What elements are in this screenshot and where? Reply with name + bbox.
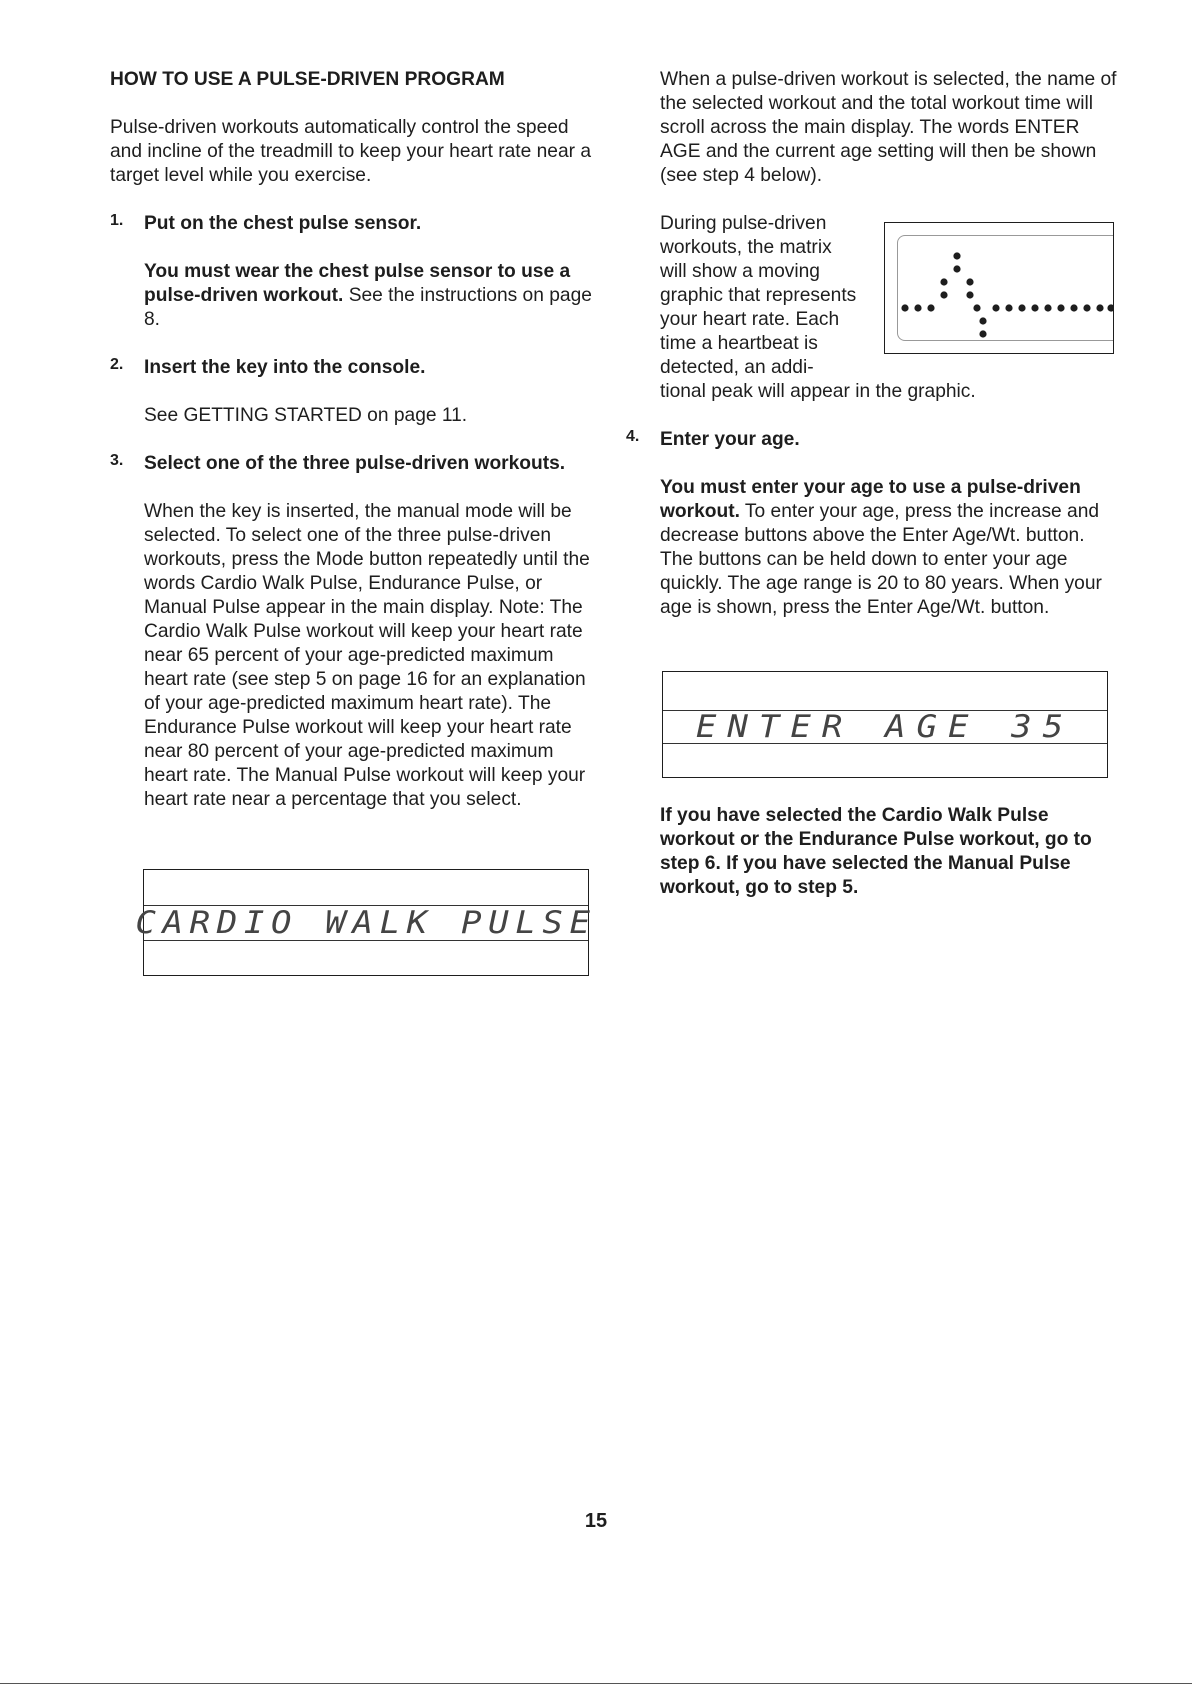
step-title: Select one of the three pulse-driven workouts.	[144, 453, 566, 474]
step-3	[110, 452, 600, 812]
heart-rate-matrix	[884, 222, 1114, 354]
step-body	[660, 476, 1120, 620]
matrix-paragraph: During pulse-driven workouts, the matrix will show a moving graphic that represents your heart rate. Each time a heartbeat is detected, an addi-	[660, 213, 857, 378]
display-text: ENTER AGE 35	[695, 709, 1075, 745]
matrix-paragraph-end: tional peak will appear in the graphic.	[660, 381, 976, 402]
step-1	[110, 212, 600, 332]
step-warning: You must enter your age to use a pulse-driven workout.	[660, 477, 1081, 522]
step-text: See the instructions on page 8.	[144, 285, 592, 330]
step-body	[144, 260, 600, 332]
page-edge-divider	[0, 1683, 1192, 1684]
step-number: 3.	[110, 452, 124, 469]
intro-paragraph: Pulse-driven workouts automatically control the speed and incline of the treadmill to keep your heart rate near a target level while you exercise.	[110, 117, 592, 186]
left-column	[110, 68, 600, 812]
step-title: Put on the chest pulse sensor.	[144, 213, 422, 234]
step-text: To enter your age, press the increase and decrease buttons above the Enter Age/Wt. button. The buttons can be held down to enter your age quickly. The age range is 20 to 80 years. When your age is shown, press the Enter Age/Wt. button.	[660, 501, 1102, 618]
step-number: 4.	[626, 428, 640, 445]
step-4	[626, 428, 1120, 620]
scroll-paragraph: When a pulse-driven workout is selected, the name of the selected workout and the total workout time will scroll across the main display. The words ENTER AGE and the current age setting will then be shown (see step 4 below).	[660, 69, 1117, 186]
display-text: CARDIO WALK PULSE	[135, 905, 597, 941]
step-warning: You must wear the chest pulse sensor to use a pulse-driven workout.	[144, 261, 571, 306]
section-heading: HOW TO USE A PULSE-DRIVEN PROGRAM	[110, 69, 505, 90]
step-title: Insert the key into the console.	[144, 357, 426, 378]
step-2	[110, 356, 600, 428]
next-step-note: If you have selected the Cardio Walk Pulse workout or the Endurance Pulse workout, go to step 6. If you have selected the Manual Pulse workout, go to step 5.	[660, 805, 1092, 898]
step-title: Enter your age.	[660, 429, 800, 450]
display-cardio-walk-pulse	[135, 869, 597, 976]
display-enter-age	[662, 671, 1108, 778]
page-number: 15	[584, 1510, 608, 1532]
step-number: 1.	[110, 212, 124, 229]
step-number: 2.	[110, 356, 124, 373]
step-text: See GETTING STARTED on page 11.	[144, 405, 468, 426]
heartbeat-dots-icon	[885, 223, 1113, 353]
step-text: When the key is inserted, the manual mode will be selected. To select one of the three pulse-driven workouts, press the Mode button repeatedly until the words Cardio Walk Pulse, Endurance Pulse, or Manual Pulse appear in the main display. Note: The Cardio Walk Pulse workout will keep your heart rate near 65 percent of your age-predicted maximum heart rate (see step 5 on page 16 for an explanation of your age-predicted maximum heart rate). The Endurance Pulse workout will keep your heart rate near 80 percent of your age-predicted maximum heart rate. The Manual Pulse workout will keep your heart rate near a percentage that you select.	[144, 501, 590, 810]
